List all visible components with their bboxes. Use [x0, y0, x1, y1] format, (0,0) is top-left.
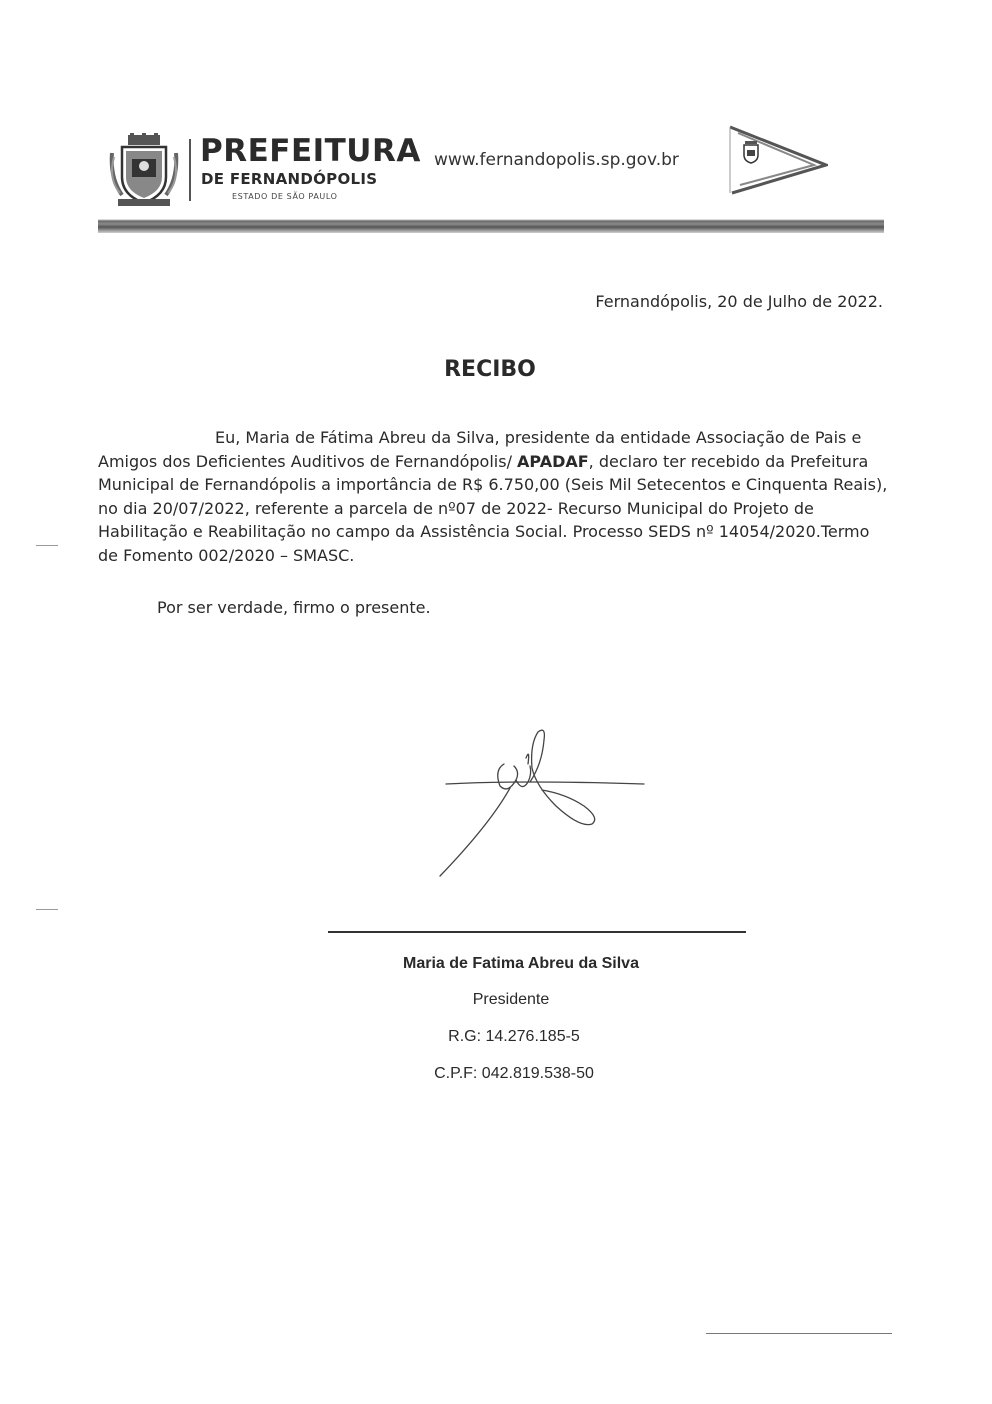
header-rule: [98, 219, 884, 233]
coat-of-arms-logo: [108, 133, 180, 209]
date-line: Fernandópolis, 20 de Julho de 2022.: [595, 292, 883, 311]
body-part-2: , declaro ter recebido da Prefeitura Municipal de Fernandópolis a importância de R$ 6.750,00 (Seis Mil Setecentos e Cinquenta Reais), no dia 20/07/2022, referente a parcela de nº07 de 2022- Recurso Municipal do Projeto de Habilitação e Reabilitação no campo da Assistência Social. Processo SEDS nº 14054/2020.Termo de Fomento 002/2020 – SMASC.: [98, 451, 888, 565]
header-divider: [189, 139, 191, 201]
handwritten-signature: [430, 724, 650, 884]
brand-subtitle: DE FERNANDÓPOLIS: [201, 170, 378, 188]
website-link[interactable]: www.fernandopolis.sp.gov.br: [434, 150, 679, 170]
signatory-rg: R.G: 14.276.185-5: [448, 1028, 580, 1045]
entity-acronym: APADAF: [517, 451, 589, 471]
document-title: RECIBO: [444, 357, 536, 382]
scan-mark: [36, 909, 58, 910]
municipal-flag-icon: [728, 125, 828, 195]
body-part-1: Eu, Maria de Fátima Abreu da Silva, presidente da entidade Associação de Pais e Amigos dos Deficientes Auditivos de Fernandópolis/: [98, 428, 862, 471]
receipt-body: [98, 426, 892, 568]
brand-state: ESTADO DE SÃO PAULO: [232, 192, 338, 201]
signatory-cpf: C.P.F: 042.819.538-50: [434, 1065, 594, 1082]
scan-mark: [36, 545, 58, 546]
scan-mark: [706, 1333, 892, 1334]
closing-line: Por ser verdade, firmo o presente.: [157, 598, 431, 617]
signature-line: [328, 931, 746, 933]
signatory-name: Maria de Fatima Abreu da Silva: [403, 955, 639, 972]
brand-title: PREFEITURA: [200, 133, 421, 169]
signatory-role: Presidente: [472, 991, 550, 1008]
